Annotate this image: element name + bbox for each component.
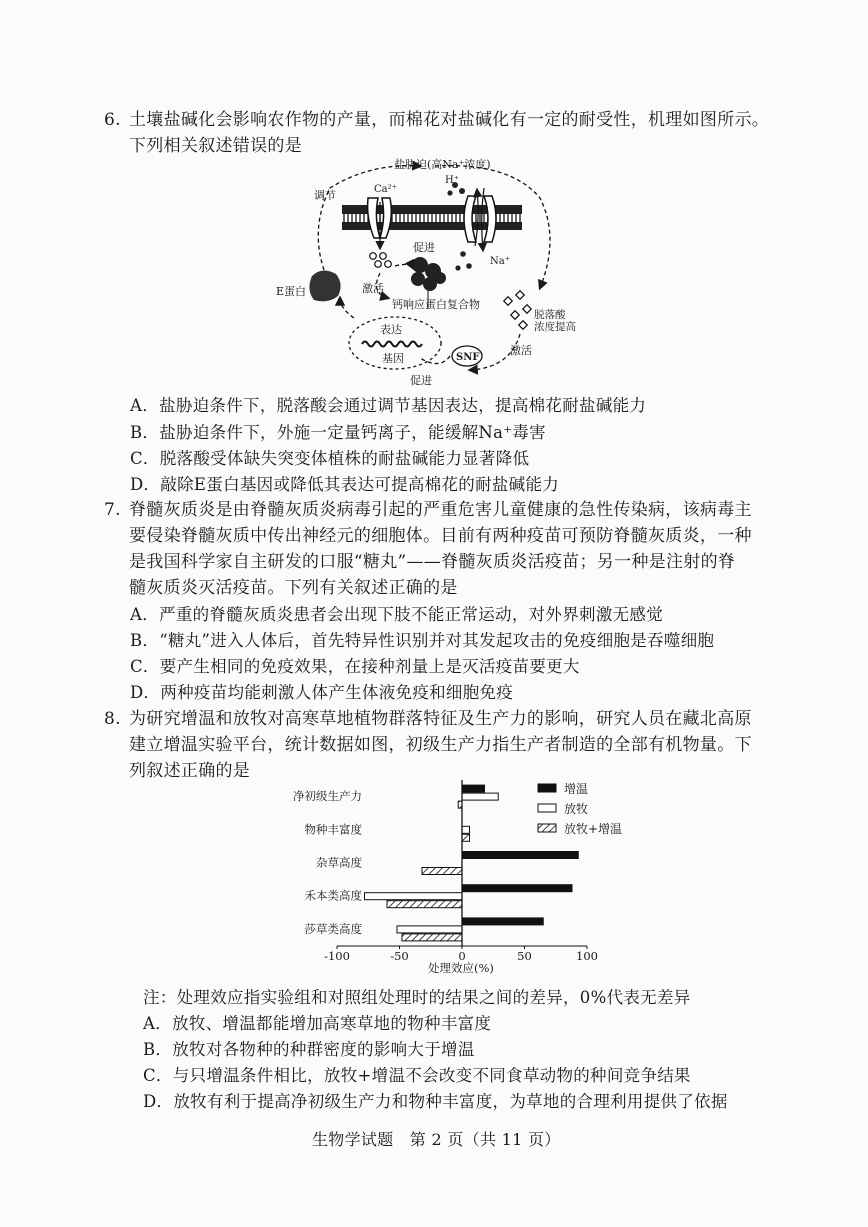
bar-solid <box>462 785 485 792</box>
q7-option-b: B．“糖丸”进入人体后，首先特异性识别并对其发起攻击的免疫细胞是吞噬细胞 <box>130 631 715 650</box>
x-tick-label: -100 <box>324 949 350 963</box>
q7-option-c: C．要产生相同的免疫效果，在接种剂量上是灭活疫苗要更大 <box>130 657 580 676</box>
q8-number: 8. <box>104 709 121 729</box>
activate-label-2: 激活 <box>510 344 532 357</box>
aba-label-2: 浓度提高 <box>534 321 576 333</box>
x-tick-label: -50 <box>390 949 409 963</box>
q8-option-c: C．与只增温条件相比，放牧+增温不会改变不同食草动物的种间竞争结果 <box>143 1066 691 1085</box>
snf-label: SNF <box>456 352 480 363</box>
complex-label: 钙响应蛋白复合物 <box>392 298 480 311</box>
calcium-ion-circles <box>370 253 392 268</box>
x-tick-label: 0 <box>458 949 466 963</box>
q8-option-d: D．放牧有利于提高净初级生产力和物种丰富度，为草地的合理利用提供了依据 <box>143 1092 728 1111</box>
q6-stem-line-1: 土壤盐碱化会影响农作物的产量，而棉花对盐碱化有一定的耐受性，机理如图所示。 <box>129 110 770 130</box>
category-label: 杂草高度 <box>316 855 362 870</box>
express-label: 表达 <box>380 323 402 336</box>
q6-option-d: D．敲除E蛋白基因或降低其表达可提高棉花的耐盐碱能力 <box>130 475 560 494</box>
aba-label-1: 脱落酸 <box>534 309 566 321</box>
q8-option-a: A．放牧、增温都能增加高寒草地的物种丰富度 <box>143 1014 492 1033</box>
q7-option-a: A．严重的脊髓灰质炎患者会出现下肢不能正常运动，对外界刺激无感觉 <box>130 605 664 624</box>
legend-swatch-hatched <box>538 824 556 832</box>
bar-hatched <box>422 868 462 875</box>
q8-option-b: B．放牧对各物种的种群密度的影响大于增温 <box>143 1040 475 1059</box>
q8-bar-chart <box>270 778 650 983</box>
regulate-label: 调节 <box>314 189 336 202</box>
q6-stem-line-2: 下列相关叙述错误的是 <box>129 136 302 156</box>
bar-solid <box>462 918 543 925</box>
q7-stem-line-3: 是我国科学家自主研发的口服“糖丸”——脊髓灰质炎活疫苗；另一种是注射的脊 <box>129 552 736 572</box>
q6-mechanism-diagram <box>270 158 600 388</box>
q8-note: 注：处理效应指实验组和对照组处理时的结果之间的差异，0%代表无差异 <box>143 988 691 1007</box>
q7-number: 7. <box>104 500 121 520</box>
bar-solid <box>462 885 572 892</box>
bar-hatched <box>387 901 462 908</box>
legend-swatch-solid <box>538 784 556 792</box>
calcium-channel-icon <box>368 198 392 248</box>
legend-swatch-open <box>538 804 556 812</box>
e-protein-icon <box>309 270 340 301</box>
q8-stem-line-2: 建立增温实验平台，统计数据如图，初级生产力指生产者制造的全部有机物量。下 <box>129 735 752 755</box>
q7-stem-line-1: 脊髓灰质炎是由脊髓灰质炎病毒引起的严重危害儿童健康的急性传染病，该病毒主 <box>129 500 752 520</box>
bar-solid <box>462 852 578 859</box>
bar-open <box>365 893 463 900</box>
q7-option-d: D．两种疫苗均能刺激人体产生体液免疫和细胞免疫 <box>130 683 514 702</box>
x-axis-label: 处理效应(%) <box>428 961 494 975</box>
gene-label: 基因 <box>382 352 404 365</box>
category-label: 莎草类高度 <box>304 921 362 936</box>
activate-label-1: 激活 <box>362 282 384 295</box>
promote-label-2: 促进 <box>410 374 432 387</box>
gene-dna-icon <box>362 342 422 347</box>
calcium-response-complex-icon <box>411 257 446 291</box>
h-label: H⁺ <box>445 175 459 186</box>
legend-label: 增温 <box>564 782 589 796</box>
x-tick-label: 100 <box>576 949 598 963</box>
ca-label: Ca²⁺ <box>374 184 397 195</box>
bar-open <box>462 826 470 833</box>
bar-hatched <box>462 834 470 841</box>
page-footer: 生物学试题 第 2 页（共 11 页） <box>312 1130 561 1149</box>
q6-option-c: C．脱落酸受体缺失突变体植株的耐盐碱能力显著降低 <box>130 449 530 468</box>
x-tick-label: 50 <box>517 949 532 963</box>
q8-stem-line-1: 为研究增温和放牧对高寒草地植物群落特征及生产力的影响，研究人员在藏北高原 <box>129 709 752 729</box>
bar-open <box>397 926 462 933</box>
bar-open <box>462 793 498 800</box>
q7-stem-line-4: 髓灰质炎灭活疫苗。下列有关叙述正确的是 <box>129 578 458 598</box>
bar-hatched <box>402 934 462 941</box>
abscisic-acid-icons <box>504 291 531 329</box>
legend-label: 放牧 <box>564 802 589 816</box>
q8-stem-line-3: 列叙述正确的是 <box>129 761 251 781</box>
q6-number: 6. <box>104 110 121 130</box>
q7-stem-line-2: 要侵染脊髓灰质中传出神经元的细胞体。目前有两种疫苗可预防脊髓灰质炎，一种 <box>129 526 752 546</box>
category-label: 净初级生产力 <box>293 789 362 804</box>
category-label: 禾本类高度 <box>304 888 362 903</box>
e-protein-label: E蛋白 <box>276 285 307 298</box>
legend-label: 放牧+增温 <box>564 822 623 836</box>
q6-option-a: A．盐胁迫条件下，脱落酸会通过调节基因表达，提高棉花耐盐碱能力 <box>130 396 647 415</box>
q6-option-b: B．盐胁迫条件下，外施一定量钙离子，能缓解Na⁺毒害 <box>130 423 546 442</box>
salt-stress-label: 盐胁迫(高Na⁺浓度) <box>394 158 491 171</box>
category-label: 物种丰富度 <box>304 822 362 837</box>
promote-label-1: 促进 <box>413 241 435 254</box>
na-label: Na⁺ <box>490 256 510 267</box>
